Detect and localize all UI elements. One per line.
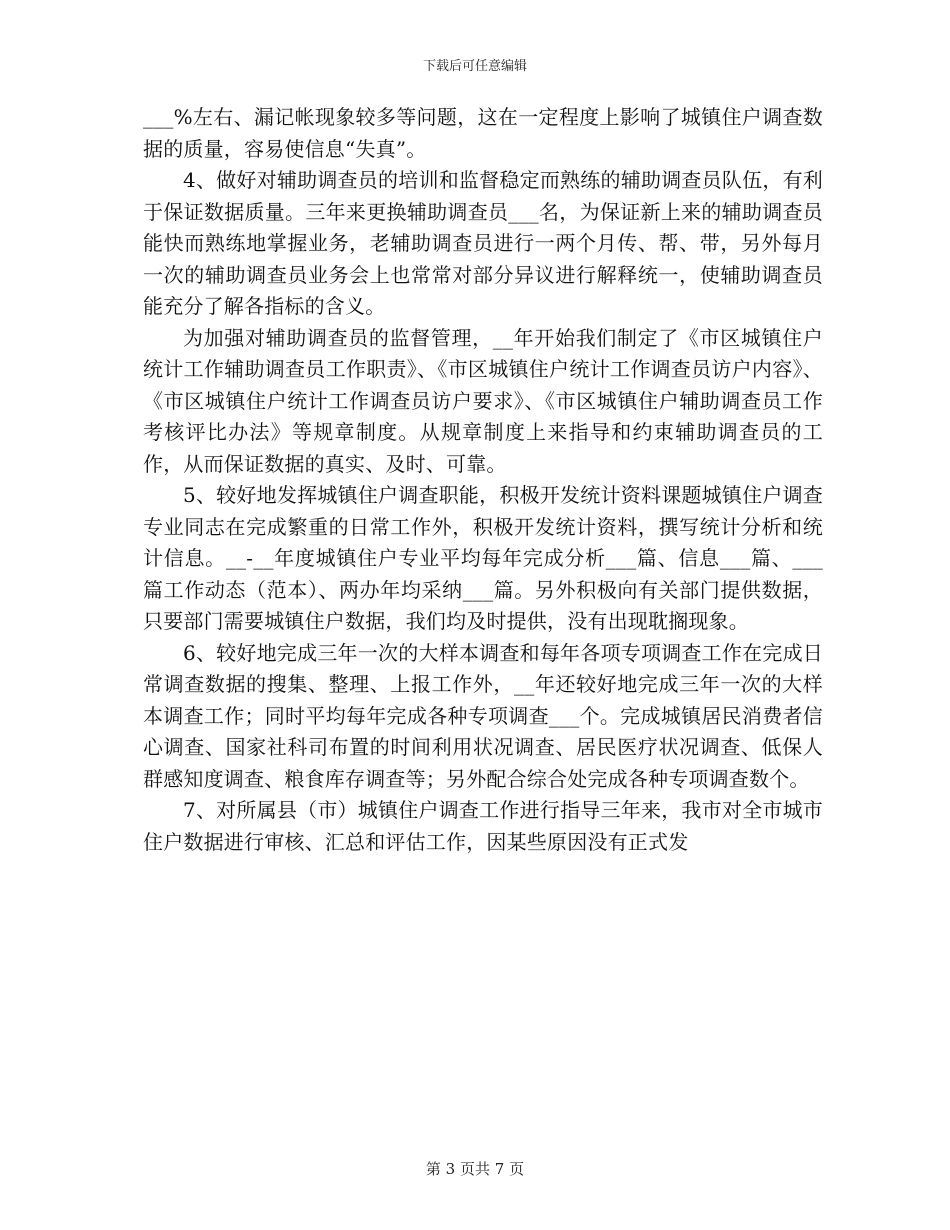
paragraph-item-6: 6、较好地完成三年一次的大样本调查和每年各项专项调查工作在完成日常调查数据的搜集、整理、上报工作外，__年还较好地完成三年一次的大样本调查工作；同时平均每年完成各种专项调查___个。完成城镇居民消费者信心调查、国家社科司布置的时间利用状况调查、居民医疗状况调查、低保人群感知度调查、粮食库存调查等；另外配合综合处完成各种专项调查数个。 [143,640,823,791]
paragraph-item-7: 7、对所属县（市）城镇住户调查工作进行指导三年来，我市对全市城市住户数据进行审核、汇总和评估工作，因某些原因没有正式发 [143,798,823,854]
paragraph-continuation: ___%左右、漏记帐现象较多等问题，这在一定程度上影响了城镇住户调查数据的质量，容易使信息“失真”。 [143,105,823,161]
page-footer: 第 3 页共 7 页 [425,1160,525,1178]
paragraph-item-4: 4、做好对辅助调查员的培训和监督稳定而熟练的辅助调查员队伍，有利于保证数据质量。三年来更换辅助调查员___名，为保证新上来的辅助调查员能快而熟练地掌握业务，老辅助调查员进行一两个月传、帮、带，另外每月一次的辅助调查员业务会上也常常对部分异议进行解释统一，使辅助调查员能充分了解各指标的含义。 [143,168,823,318]
paragraph-item-5: 5、较好地发挥城镇住户调查职能，积极开发统计资料课题城镇住户调查专业同志在完成繁重的日常工作外，积极开发统计资料，撰写统计分析和统计信息。__-__年度城镇住户专业平均每年完成分析___篇、信息___篇、___篇工作动态（范本）、两办年均采纳___篇。另外积极向有关部门提供数据，只要部门需要城镇住户数据，我们均及时提供，没有出现耽搁现象。 [143,483,823,633]
page-header: 下载后可任意编辑 [422,59,527,74]
document-body [143,102,823,858]
paragraph-supervision: 为加强对辅助调查员的监督管理，__年开始我们制定了《市区城镇住户统计工作辅助调查员工作职责》、《市区城镇住户统计工作调查员访户内容》、《市区城镇住户统计工作调查员访户要求》、《市区城镇住户辅助调查员工作考核评比办法》等规章制度。从规章制度上来指导和约束辅助调查员的工作，从而保证数据的真实、及时、可靠。 [143,325,823,476]
